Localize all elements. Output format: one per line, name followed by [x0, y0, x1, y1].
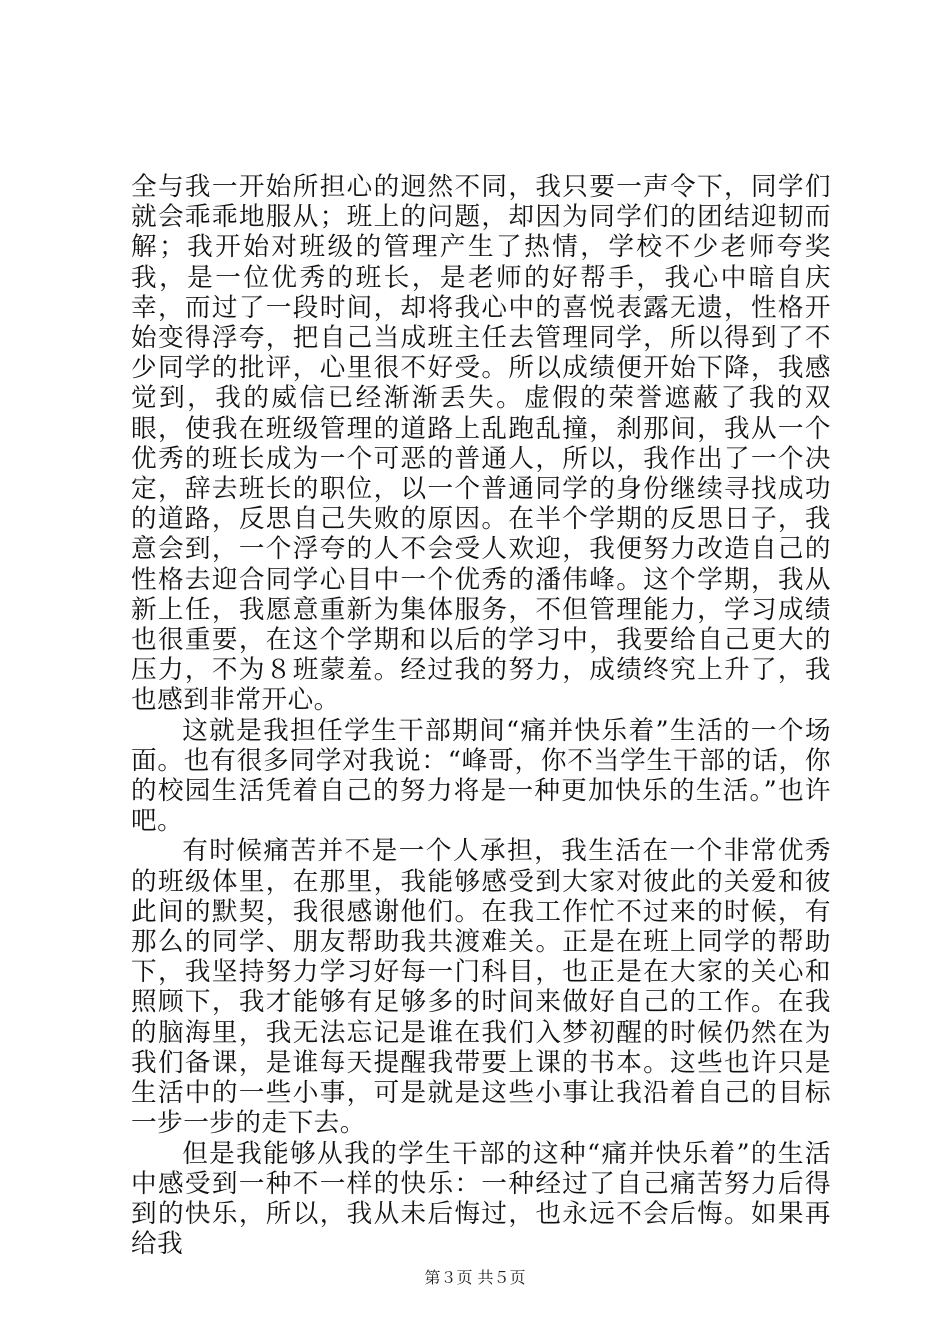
body-paragraph-4: 但是我能够从我的学生干部的这种“痛并快乐着”的生活中感受到一种不一样的快乐：一种经过了自己痛苦努力后得到的快乐，所以，我从未后悔过，也永远不会后悔。如果再给我	[131, 1138, 831, 1260]
document-body	[131, 172, 831, 1259]
body-paragraph-1: 全与我一开始所担心的迥然不同，我只要一声令下，同学们就会乖乖地服从；班上的问题，却因为同学们的团结迎韧而解；我开始对班级的管理产生了热情，学校不少老师夸奖我，是一位优秀的班长，是老师的好帮手，我心中暗自庆幸，而过了一段时间，却将我心中的喜悦表露无遗，性格开始变得浮夸，把自己当成班主任去管理同学，所以得到了不少同学的批评，心里很不好受。所以成绩便开始下降，我感觉到，我的威信已经渐渐丢失。虚假的荣誉遮蔽了我的双眼，使我在班级管理的道路上乱跑乱撞，刹那间，我从一个优秀的班长成为一个可恶的普通人，所以，我作出了一个决定，辞去班长的职位，以一个普通同学的身份继续寻找成功的道路，反思自己失败的原因。在半个学期的反思日子，我意会到，一个浮夸的人不会受人欢迎，我便努力改造自己的性格去迎合同学心目中一个优秀的潘伟峰。这个学期，我从新上任，我愿意重新为集体服务，不但管理能力，学习成绩也很重要，在这个学期和以后的学习中，我要给自己更大的压力，不为８班蒙羞。经过我的努力，成绩终究上升了，我也感到非常开心。	[131, 172, 831, 716]
body-paragraph-2: 这就是我担任学生干部期间“痛并快乐着”生活的一个场面。也有很多同学对我说：“峰哥，你不当学生干部的话，你的校园生活凭着自己的努力将是一种更加快乐的生活。”也许吧。	[131, 715, 831, 837]
page-number: 第３页 共５页	[424, 1268, 526, 1287]
body-paragraph-3: 有时候痛苦并不是一个人承担，我生活在一个非常优秀的班级体里，在那里，我能够感受到大家对彼此的关爱和彼此间的默契，我很感谢他们。在我工作忙不过来的时候，有那么的同学、朋友帮助我共渡难关。正是在班上同学的帮助下，我坚持努力学习好每一门科目，也正是在大家的关心和照顾下，我才能够有足够多的时间来做好自己的工作。在我的脑海里，我无法忘记是谁在我们入梦初醒的时候仍然在为我们备课，是谁每天提醒我带要上课的书本。这些也许只是生活中的一些小事，可是就是这些小事让我沿着自己的目标一步一步的走下去。	[131, 836, 831, 1139]
page-footer	[0, 1268, 950, 1288]
